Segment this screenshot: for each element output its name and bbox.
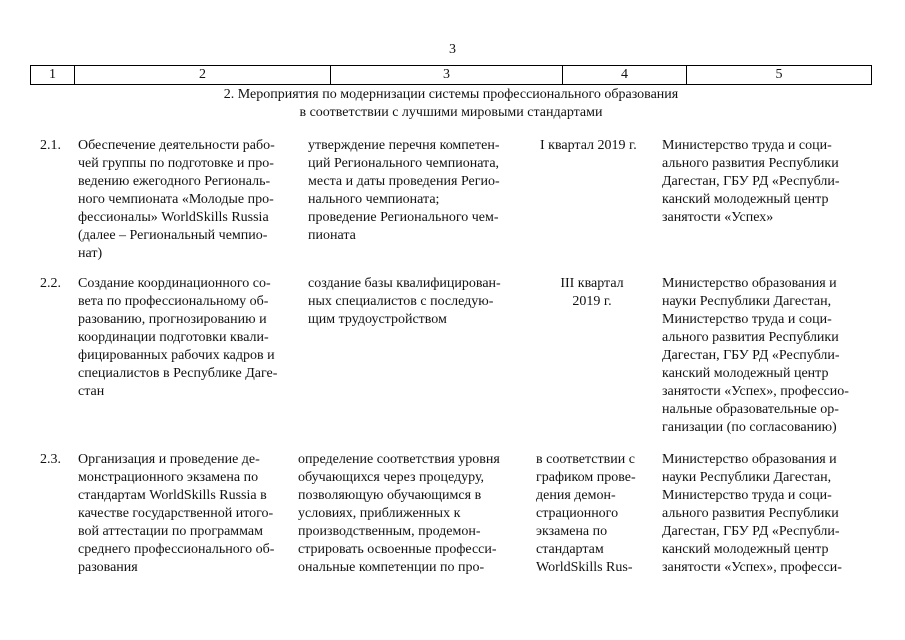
header-col-1: 1	[30, 66, 74, 84]
row-responsible: Министерство труда и соци- ального развития Республики Дагестан, ГБУ РД «Республи- канский молодежный центр занятости «Успех»	[662, 138, 840, 225]
row-responsible: Министерство образования и науки Республики Дагестан, Министерство труда и соци- ального развития Республики Дагестан, ГБУ РД «Республи- канский молодежный центр занятости «Успех», профессио- нальные образовательные ор- ганизации (по согласованию)	[662, 276, 849, 435]
row-responsible: Министерство образования и науки Республики Дагестан, Министерство труда и соци- ального развития Республики Дагестан, ГБУ РД «Республи- канский молодежный центр занятости «Успех», професси-	[662, 452, 842, 575]
row-number: 2.1.	[40, 138, 61, 153]
row-action: утверждение перечня компетен- ций Регионального чемпионата, места и даты проведения Регио- нального чемпионата; проведение Регионального чем- пионата	[308, 138, 500, 243]
row-measure-name: Организация и проведение де- монстрационного экзамена по стандартам WorldSkills Russia в качестве государственной итого- вой аттестации по программам среднего профессионального об- разования	[78, 452, 275, 575]
header-col-2: 2	[74, 66, 330, 84]
table-header	[30, 65, 872, 85]
row-measure-name: Обеспечение деятельности рабо- чей группы по подготовке и про- ведению ежегодного Региональ- ного чемпионата «Молодые про- фессионалы» WorldSkills Russia (далее – Региональный чемпио- нат)	[78, 138, 275, 261]
row-action: определение соответствия уровня обучающихся через процедуру, позволяющую обучающимся в условиях, приближенных к производственным, продемон- стрировать освоенные професси- ональные компетенции по про-	[298, 452, 500, 575]
header-col-5: 5	[686, 66, 872, 84]
row-term: III квартал 2019 г.	[560, 276, 624, 309]
row-number: 2.3.	[40, 452, 61, 467]
header-col-4: 4	[562, 66, 686, 84]
row-action: создание базы квалифицирован- ных специалистов с последую- щим трудоустройством	[308, 276, 501, 327]
section-title: 2. Мероприятия по модернизации системы профессионального образования в соответствии с лучшими мировыми стандартами	[223, 87, 679, 120]
header-col-3: 3	[330, 66, 562, 84]
row-number: 2.2.	[40, 276, 61, 291]
row-term: в соответствии с графиком прове- дения демон- страционного экзамена по стандартам WorldSkills Rus-	[536, 452, 636, 575]
page-number: 3	[449, 42, 456, 57]
row-measure-name: Создание координационного со- вета по профессиональному об- разованию, прогнозированию и координации подготовки квали- фицированных рабочих кадров и специалистов в Республике Даге- стан	[78, 276, 278, 399]
row-term: I квартал 2019 г.	[540, 138, 637, 153]
